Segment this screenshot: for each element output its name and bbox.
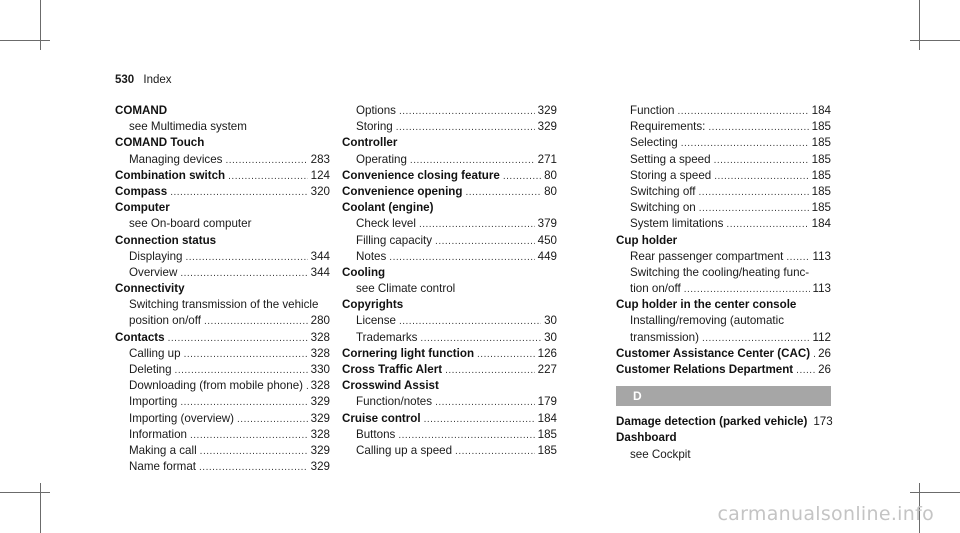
watermark: carmanualsonline.info <box>717 503 934 525</box>
index-subentry <box>616 200 831 216</box>
index-entry <box>115 168 330 184</box>
index-subentry <box>342 330 557 346</box>
entry-label: Overview <box>129 265 178 279</box>
crop-mark <box>40 483 41 533</box>
index-subentry <box>342 216 557 232</box>
page-reference[interactable]: 320 <box>310 184 330 198</box>
entry-label: Cornering light function <box>342 346 475 360</box>
entry-label: Displaying <box>129 249 183 263</box>
index-subentry <box>342 281 557 297</box>
dot-leader <box>714 169 808 185</box>
index-subentry <box>342 152 557 168</box>
index-entry <box>115 330 330 346</box>
dot-leader <box>503 169 541 185</box>
index-entry <box>115 233 330 249</box>
entry-label: Setting a speed <box>630 152 711 166</box>
entry-label: Options <box>356 104 396 117</box>
dot-leader <box>708 120 808 136</box>
page-reference[interactable]: 329 <box>310 460 330 474</box>
index-entry <box>616 414 831 430</box>
page-reference[interactable]: 184 <box>811 217 831 231</box>
dot-leader <box>465 185 541 201</box>
page-reference[interactable]: 113 <box>812 249 831 263</box>
index-subentry <box>115 249 330 265</box>
dot-leader <box>204 314 308 330</box>
page-reference[interactable]: 185 <box>537 427 557 441</box>
dot-leader <box>410 153 535 169</box>
entry-label: Filling capacity <box>356 233 433 247</box>
page-reference[interactable]: 449 <box>537 249 557 263</box>
dot-leader <box>702 331 810 347</box>
index-entry <box>342 362 557 378</box>
page-reference[interactable]: 80 <box>544 184 557 198</box>
entry-label: Cup holder <box>616 233 678 247</box>
page-reference[interactable]: 124 <box>310 168 330 182</box>
index-subentry <box>115 459 330 475</box>
page-reference[interactable]: 185 <box>811 184 831 198</box>
dot-leader <box>170 185 307 201</box>
index-entry <box>342 265 557 281</box>
page-reference[interactable]: 173 <box>813 415 833 429</box>
page-reference[interactable]: 450 <box>537 233 557 247</box>
crop-mark <box>0 492 50 493</box>
dot-leader <box>389 250 534 266</box>
entry-label: Check level <box>356 217 416 231</box>
index-subentry <box>616 281 831 297</box>
index-subentry <box>616 249 831 265</box>
entry-label: see Multimedia system <box>129 120 247 134</box>
entry-label: Compass <box>115 184 168 198</box>
index-subentry <box>115 362 330 378</box>
index-entry <box>616 297 831 313</box>
dot-leader <box>225 153 307 169</box>
dot-leader <box>168 331 308 347</box>
entry-label: Switching transmission of the vehicle <box>129 298 319 312</box>
dot-leader <box>184 347 308 363</box>
page-reference[interactable]: 329 <box>310 395 330 409</box>
page-reference[interactable]: 26 <box>818 346 831 360</box>
page-reference[interactable]: 283 <box>310 152 330 166</box>
index-entry <box>342 184 557 200</box>
index-column-1 <box>115 103 330 475</box>
dot-leader <box>420 331 541 347</box>
dot-leader <box>786 250 809 266</box>
entry-label: Contacts <box>115 330 165 344</box>
page-reference[interactable]: 280 <box>310 314 330 328</box>
index-entry <box>115 103 330 119</box>
index-subentry <box>616 216 831 232</box>
entry-label: COMAND <box>115 104 168 117</box>
entry-label: Convenience opening <box>342 184 463 198</box>
section-title: Index <box>143 74 172 86</box>
page-reference[interactable]: 126 <box>537 346 557 360</box>
entry-label: Coolant (engine) <box>342 201 434 215</box>
index-entry <box>342 297 557 313</box>
entry-label: see Cockpit <box>630 447 691 461</box>
entry-label: Computer <box>115 201 170 215</box>
page-number: 530 <box>115 74 135 86</box>
dot-leader <box>813 347 815 363</box>
index-entry <box>616 362 831 378</box>
entry-label: Dashboard <box>616 431 677 445</box>
page-reference[interactable]: 113 <box>812 282 831 296</box>
entry-label: Cruise control <box>342 411 421 425</box>
page-reference[interactable]: 328 <box>310 346 330 360</box>
entry-label: Information <box>129 427 187 441</box>
dot-leader <box>726 217 808 233</box>
entry-label: Importing (overview) <box>129 411 235 425</box>
index-subentry <box>616 119 831 135</box>
index-entry <box>342 378 557 394</box>
entry-label: Managing devices <box>129 152 223 166</box>
page-reference[interactable]: 185 <box>811 201 831 215</box>
entry-label: Buttons <box>356 427 396 441</box>
page-reference[interactable]: 185 <box>811 120 831 134</box>
dot-leader <box>237 412 308 428</box>
page-reference[interactable]: 184 <box>811 104 831 117</box>
index-subentry <box>115 394 330 410</box>
entry-label: Connection status <box>115 233 217 247</box>
index-subentry <box>115 119 330 135</box>
page-reference[interactable]: 328 <box>310 379 330 393</box>
dot-leader <box>445 363 535 379</box>
index-subentry <box>342 103 557 119</box>
dot-leader <box>199 460 308 476</box>
index-subentry <box>115 411 330 427</box>
entry-label: Making a call <box>129 443 197 457</box>
index-subentry <box>115 427 330 443</box>
dot-leader <box>175 363 308 379</box>
dot-leader <box>398 428 534 444</box>
index-entry <box>342 168 557 184</box>
index-subentry <box>115 313 330 329</box>
dot-leader <box>396 120 535 136</box>
index-subentry <box>342 233 557 249</box>
dot-leader <box>228 169 308 185</box>
page-reference[interactable]: 379 <box>537 217 557 231</box>
entry-label: Selecting <box>630 136 678 150</box>
index-subentry <box>616 168 831 184</box>
index-subentry <box>342 443 557 459</box>
index-entry <box>342 200 557 216</box>
entry-label: see On-board computer <box>129 217 252 231</box>
entry-label: Calling up <box>129 346 181 360</box>
entry-label: Switching off <box>630 184 696 198</box>
entry-label: Name format <box>129 460 197 474</box>
entry-label: Deleting <box>129 363 172 376</box>
page-reference[interactable]: 329 <box>310 411 330 425</box>
page-reference[interactable]: 185 <box>811 152 831 166</box>
dot-leader <box>180 395 307 411</box>
index-subentry <box>616 103 831 119</box>
dot-leader <box>699 185 809 201</box>
index-subentry <box>342 313 557 329</box>
crop-mark <box>40 0 41 50</box>
dot-leader <box>419 217 535 233</box>
entry-label: Damage detection (parked vehicle) <box>616 415 808 429</box>
index-subentry <box>115 265 330 281</box>
index-subentry <box>616 184 831 200</box>
index-entry <box>115 281 330 297</box>
entry-label: Cooling <box>342 265 386 279</box>
entry-label: Controller <box>342 136 398 150</box>
index-entry <box>342 135 557 151</box>
dot-leader <box>684 282 810 298</box>
index-entry <box>342 411 557 427</box>
page-reference[interactable]: 185 <box>811 168 831 182</box>
entry-label: Importing <box>129 395 178 409</box>
page-reference[interactable]: 329 <box>537 104 557 117</box>
index-entry <box>115 135 330 151</box>
dot-leader <box>180 266 307 282</box>
entry-label: Storing <box>356 120 393 134</box>
dot-leader <box>796 363 815 379</box>
entry-label: position on/off <box>129 314 201 328</box>
entry-label: Connectivity <box>115 282 185 296</box>
entry-label: License <box>356 314 396 328</box>
page-reference[interactable]: 329 <box>310 443 330 457</box>
entry-label: Copyrights <box>342 298 404 312</box>
dot-leader <box>399 104 535 120</box>
page-reference[interactable]: 344 <box>310 265 330 279</box>
dot-leader <box>714 153 809 169</box>
index-entry <box>342 346 557 362</box>
page-reference[interactable]: 328 <box>310 427 330 441</box>
index-subentry <box>616 330 831 346</box>
entry-label: Cross Traffic Alert <box>342 363 443 376</box>
dot-leader <box>477 347 535 363</box>
index-entry <box>115 200 330 216</box>
entry-label: Function <box>630 104 675 117</box>
index-subentry <box>616 265 831 281</box>
crop-mark <box>910 492 960 493</box>
section-letter-band: D <box>616 386 831 406</box>
entry-label: COMAND Touch <box>115 136 205 150</box>
entry-label: Installing/removing (automatic <box>630 314 785 328</box>
entry-label: Customer Relations Department <box>616 363 794 376</box>
entry-label: Trademarks <box>356 330 418 344</box>
entry-label: Cup holder in the center console <box>616 298 797 312</box>
index-subentry <box>616 313 831 329</box>
page-reference[interactable]: 112 <box>812 330 831 344</box>
index-column-2 <box>342 103 557 459</box>
index-subentry <box>115 152 330 168</box>
dot-leader <box>435 395 535 411</box>
dot-leader <box>681 136 809 152</box>
entry-label: Requirements: <box>630 120 706 134</box>
page-reference[interactable]: 344 <box>310 249 330 263</box>
crop-mark <box>0 40 50 41</box>
entry-label: Customer Assistance Center (CAC) <box>616 346 811 360</box>
index-entry <box>616 233 831 249</box>
page-reference[interactable]: 329 <box>537 120 557 134</box>
page-reference[interactable]: 271 <box>537 152 557 166</box>
page-reference[interactable]: 185 <box>537 443 557 457</box>
dot-leader <box>399 314 541 330</box>
entry-label: tion on/off <box>630 282 681 296</box>
index-subentry <box>115 297 330 313</box>
entry-label: Combination switch <box>115 168 226 182</box>
index-subentry <box>342 394 557 410</box>
entry-label: Downloading (from mobile phone) <box>129 379 303 393</box>
page-reference[interactable]: 184 <box>537 411 557 425</box>
page-reference[interactable]: 26 <box>818 363 831 376</box>
index-subentry <box>342 249 557 265</box>
entry-label: Calling up a speed <box>356 443 453 457</box>
page-reference[interactable]: 80 <box>544 168 557 182</box>
index-subentry <box>115 216 330 232</box>
dot-leader <box>424 412 535 428</box>
entry-label: Storing a speed <box>630 168 712 182</box>
index-subentry <box>115 443 330 459</box>
entry-label: Rear passenger compartment <box>630 249 784 263</box>
index-entry <box>616 346 831 362</box>
entry-label: Crosswind Assist <box>342 379 439 393</box>
dot-leader <box>435 234 535 250</box>
entry-label: see Climate control <box>356 282 456 296</box>
index-subentry <box>616 152 831 168</box>
crop-mark <box>910 40 960 41</box>
index-entry <box>115 184 330 200</box>
dot-leader <box>677 104 808 120</box>
index-subentry <box>616 447 831 463</box>
index-entry <box>616 430 831 446</box>
index-subentry <box>342 119 557 135</box>
index-subentry <box>342 427 557 443</box>
dot-leader <box>699 201 809 217</box>
page-reference[interactable]: 330 <box>310 363 330 376</box>
page-header <box>115 74 172 86</box>
entry-label: Switching on <box>630 201 696 215</box>
entry-label: System limitations <box>630 217 724 231</box>
index-subentry <box>115 346 330 362</box>
index-subentry <box>115 378 330 394</box>
page-reference[interactable]: 185 <box>811 136 831 150</box>
entry-label: Function/notes <box>356 395 433 409</box>
entry-label: Notes <box>356 249 387 263</box>
entry-label: Operating <box>356 152 407 166</box>
entry-label: Switching the cooling/heating func- <box>630 265 810 279</box>
dot-leader <box>190 428 308 444</box>
entry-label: Convenience closing feature <box>342 168 500 182</box>
page-reference[interactable]: 30 <box>544 330 557 344</box>
index-subentry <box>616 135 831 151</box>
dot-leader <box>200 444 308 460</box>
dot-leader <box>455 444 535 460</box>
dot-leader <box>186 250 308 266</box>
crop-mark <box>919 0 920 50</box>
page-reference[interactable]: 179 <box>537 395 557 409</box>
index-column-3 <box>616 103 831 463</box>
page-reference[interactable]: 30 <box>544 314 557 328</box>
page-reference[interactable]: 227 <box>537 363 557 376</box>
page-reference[interactable]: 328 <box>310 330 330 344</box>
entry-label: transmission) <box>630 330 699 344</box>
dot-leader <box>306 379 308 395</box>
